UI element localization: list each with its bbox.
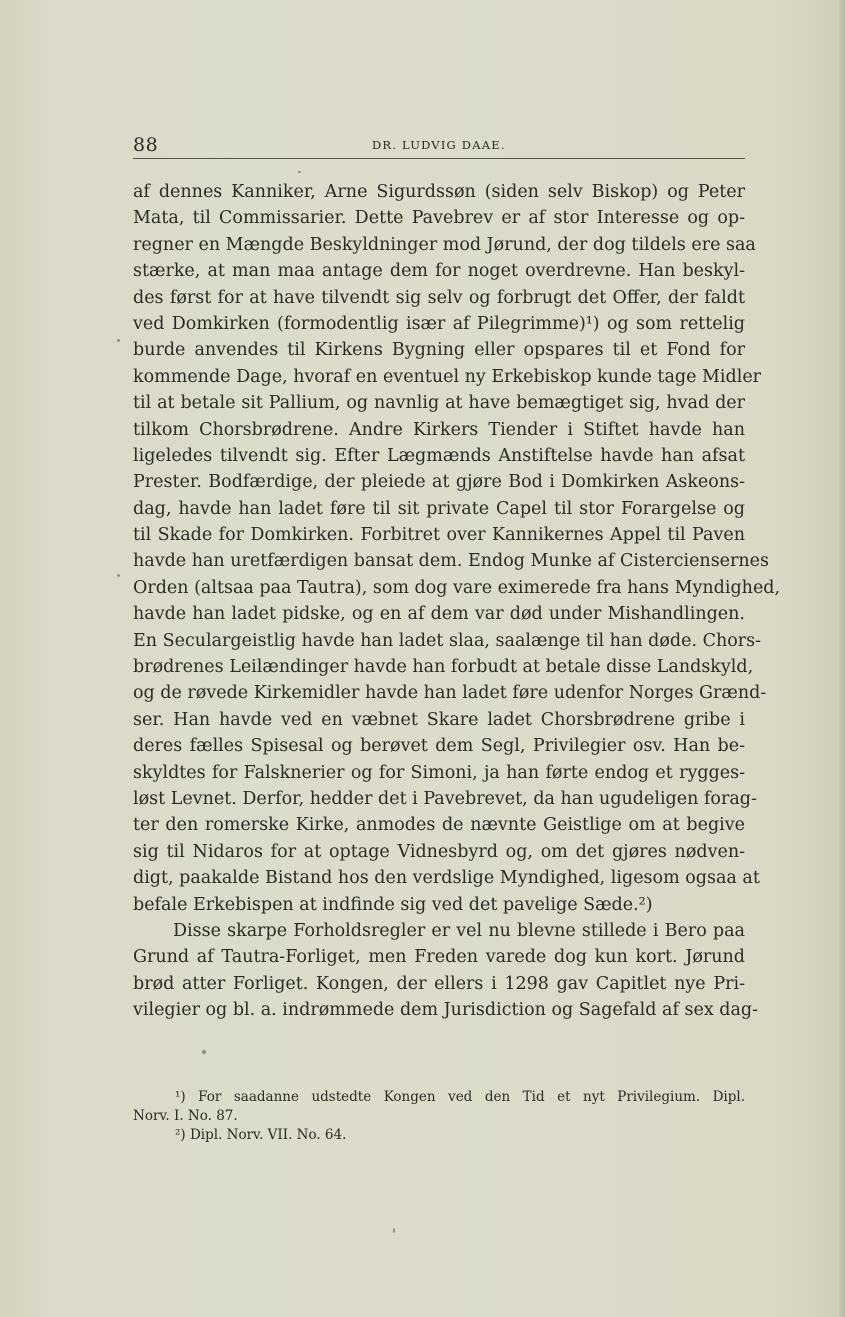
body-line: deres fælles Spisesal og berøvet dem Segl, Privilegier osv. Han be- <box>133 736 745 757</box>
body-line: ved Domkirken (formodentlig især af Pilegrimme)¹) og som rettelig <box>133 313 745 334</box>
body-line: ser. Han havde ved en væbnet Skare ladet Chorsbrødrene gribe i <box>133 709 745 730</box>
paper-speck <box>117 339 120 342</box>
body-line: og de røvede Kirkemidler havde han ladet føre udenfor Norges Grænd- <box>133 683 767 704</box>
body-line: burde anvendes til Kirkens Bygning eller opspares til et Fond for <box>133 340 745 361</box>
body-line: ligeledes tilvendt sig. Efter Lægmænds Anstiftelse havde han afsat <box>133 445 745 466</box>
page-edge-shadow <box>839 0 845 1317</box>
body-line: Grund af Tautra-Forliget, men Freden varede dog kun kort. Jørund <box>133 947 745 968</box>
footnotes <box>133 1088 745 1145</box>
body-line: brødrenes Leilændinger havde han forbudt at betale disse Landskyld, <box>133 657 754 678</box>
body-line: dag, havde han ladet føre til sit private Capel til stor Forargelse og <box>133 498 745 519</box>
paper-speck <box>202 1050 206 1054</box>
paper-speck <box>298 171 301 173</box>
paragraph-end-line: befale Erkebispen at indfinde sig ved det pavelige Sæde.²) <box>133 894 653 915</box>
body-line: des først for at have tilvendt sig selv og forbrugt det Offer, der faldt <box>133 287 745 308</box>
body-line: løst Levnet. Derfor, hedder det i Pavebrevet, da han ugudeligen forag- <box>133 788 757 809</box>
footnote-1: ¹) For saadanne udstedte Kongen ved den Tid et nyt Privilegium. Dipl. <box>175 1089 745 1105</box>
body-line: havde han ladet pidske, og en af dem var død under Mishandlingen. <box>133 604 745 625</box>
body-line: kommende Dage, hvoraf en eventuel ny Erkebiskop kunde tage Midler <box>133 366 762 387</box>
body-line: En Seculargeistlig havde han ladet slaa, saalænge til han døde. Chors- <box>133 630 762 651</box>
paper-speck <box>117 574 120 577</box>
body-text <box>133 179 781 1024</box>
body-line: vilegier og bl. a. indrømmede dem Jurisdiction og Sagefald af sex dag- <box>133 1000 759 1021</box>
body-line: brød atter Forliget. Kongen, der ellers i 1298 gav Capitlet nye Pri- <box>133 973 745 994</box>
paragraph-start-line: Disse skarpe Forholdsregler er vel nu blevne stillede i Bero paa <box>173 920 745 941</box>
page-number: 88 <box>133 134 159 156</box>
body-line: sig til Nidaros for at optage Vidnesbyrd og, om det gjøres nødven- <box>133 841 745 862</box>
body-line: skyldtes for Falsknerier og for Simoni, ja han førte endog et rygges- <box>133 762 745 783</box>
body-line: havde han uretfærdigen bansat dem. Endog Munke af Cisterciensernes <box>133 551 770 572</box>
body-line: regner en Mængde Beskyldninger mod Jørund, der dog tildels ere saa <box>133 234 756 255</box>
body-line: Orden (altsaa paa Tautra), som dog vare eximerede fra hans Myndighed, <box>133 577 781 598</box>
body-line: til Skade for Domkirken. Forbitret over Kannikernes Appel til Paven <box>133 525 745 546</box>
body-line: Prester. Bodfærdige, der pleiede at gjøre Bod i Domkirken Askeons- <box>133 472 745 493</box>
paper-speck <box>393 1228 395 1233</box>
running-head <box>133 132 745 159</box>
footnote-1-continued: Norv. I. No. 87. <box>133 1108 238 1124</box>
running-title: DR. LUDVIG DAAE. <box>372 138 506 152</box>
body-line: ter den romerske Kirke, anmodes de nævnte Geistlige om at begive <box>133 815 745 836</box>
body-line: digt, paakalde Bistand hos den verdslige Myndighed, ligesom ogsaa at <box>133 868 760 889</box>
body-line: af dennes Kanniker, Arne Sigurdssøn (siden selv Biskop) og Peter <box>133 182 745 202</box>
body-line: til at betale sit Pallium, og navnlig at have bemægtiget sig, hvad der <box>133 393 745 414</box>
body-line: tilkom Chorsbrødrene. Andre Kirkers Tiender i Stiftet havde han <box>133 419 745 440</box>
footnote-2: ²) Dipl. Norv. VII. No. 64. <box>175 1127 347 1143</box>
body-line: Mata, til Commissarier. Dette Pavebrev er af stor Interesse og op- <box>133 208 745 229</box>
body-line: stærke, at man maa antage dem for noget overdrevne. Han beskyl- <box>133 261 745 282</box>
